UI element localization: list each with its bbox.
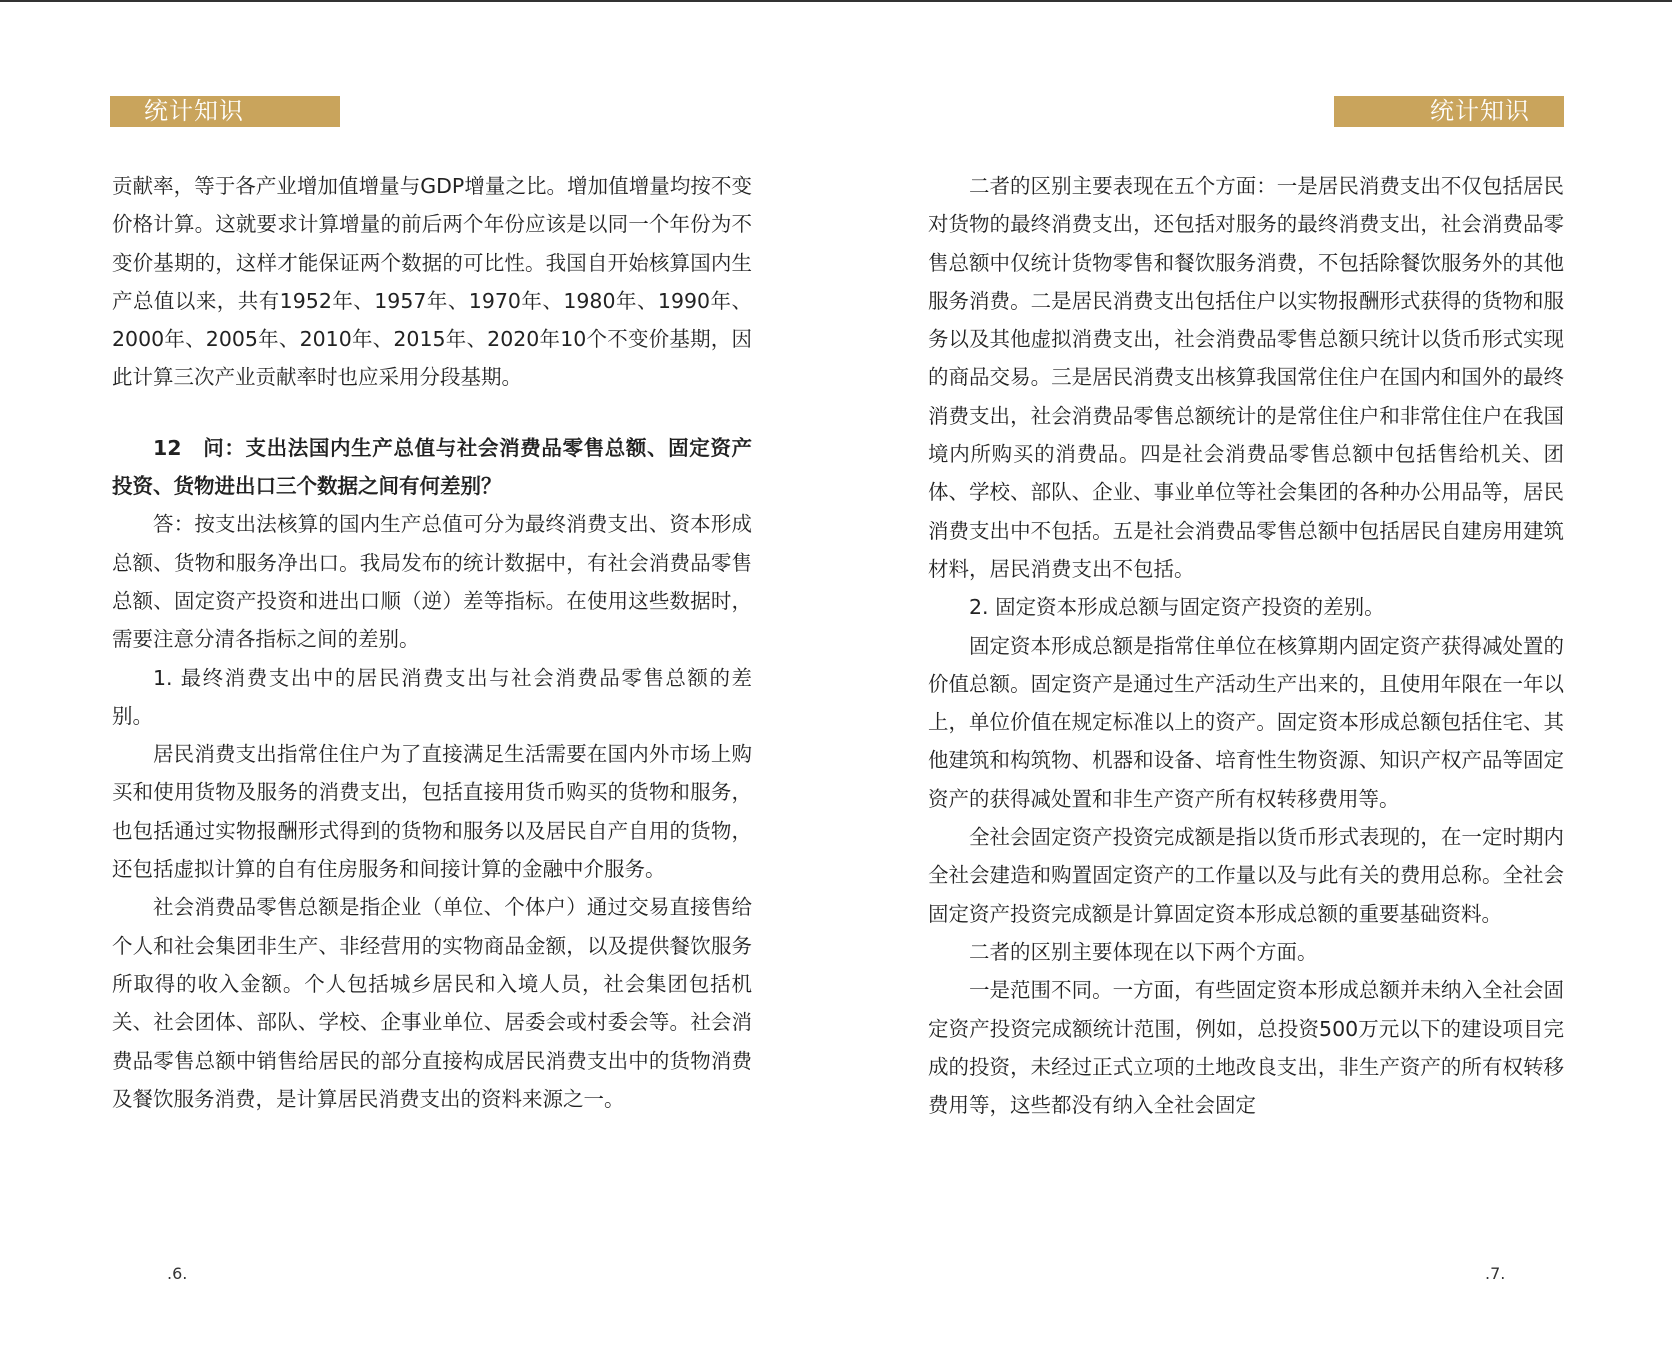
right-page-number: .7. (1485, 1264, 1506, 1283)
paragraph-fixed-capital-formation: 固定资本形成总额是指常住单位在核算期内固定资产获得减处置的价值总额。固定资产是通过生产活动生产出来的，且使用年限在一年以上，单位价值在规定标准以上的资产。固定资本形成总额包括住宅、其他建筑和构筑物、机器和设备、培育性生物资源、知识产权产品等固定资产的获得减处置和非生产资产所有权转移费用等。 (928, 633, 1564, 811)
subheading-consumption-difference: 1. 最终消费支出中的居民消费支出与社会消费品零售总额的差别。 (112, 665, 752, 728)
right-body-text (928, 167, 1564, 1124)
right-page (928, 0, 1564, 1353)
paragraph-contribution-rate: 贡献率，等于各产业增加值增量与GDP增量之比。增加值增量均按不变价格计算。这就要求计算增量的前后两个年份应该是以同一个年份为不变价基期的，这样才能保证两个数据的可比性。我国自开始核算国内生产总值以来，共有1952年、1957年、1970年、1980年、1990年、2000年、2005年、2010年、2015年、2020年10个不变价基期，因此计算三次产业贡献率时也应采用分段基期。 (112, 174, 752, 390)
paragraph-scope-difference: 一是范围不同。一方面，有些固定资本形成总额并未纳入全社会固定资产投资完成额统计范围，例如，总投资500万元以下的建设项目完成的投资，未经过正式立项的土地改良支出，非生产资产的所有权转移费用等，这些都没有纳入全社会固定 (928, 978, 1564, 1118)
paragraph-fixed-asset-investment: 全社会固定资产投资完成额是指以货币形式表现的，在一定时期内全社会建造和购置固定资产的工作量以及与此有关的费用总称。全社会固定资产投资完成额是计算固定资本形成总额的重要基础资料。 (928, 825, 1564, 926)
paragraph-two-differences: 二者的区别主要体现在以下两个方面。 (969, 939, 1318, 964)
left-page-number: .6. (167, 1264, 188, 1283)
paragraph-retail-sales: 社会消费品零售总额是指企业（单位、个体户）通过交易直接售给个人和社会集团非生产、非经营用的实物商品金额，以及提供餐饮服务所取得的收入金额。个人包括城乡居民和入境人员，社会集团包括机关、社会团体、部队、学校、企事业单位、居委会或村委会等。社会消费品零售总额中销售给居民的部分直接构成居民消费支出中的货物消费及餐饮服务消费，是计算居民消费支出的资料来源之一。 (112, 895, 752, 1111)
paragraph-household-consumption: 居民消费支出指常住住户为了直接满足生活需要在国内外市场上购买和使用货物及服务的消费支出，包括直接用货币购买的货物和服务，也包括通过实物报酬形式得到的货物和服务以及居民自产自用的货物，还包括虚拟计算的自有住房服务和间接计算的金融中介服务。 (112, 742, 752, 882)
left-header-banner: 统计知识 (110, 96, 340, 127)
right-header-banner: 统计知识 (1334, 96, 1564, 127)
paragraph-answer-intro: 答：按支出法核算的国内生产总值可分为最终消费支出、资本形成总额、货物和服务净出口。我局发布的统计数据中，有社会消费品零售总额、固定资产投资和进出口顺（逆）差等指标。在使用这些数据时，需要注意分清各指标之间的差别。 (112, 512, 752, 652)
question-12-heading: 12 问：支出法国内生产总值与社会消费品零售总额、固定资产投资、货物进出口三个数据之间有何差别？ (112, 435, 752, 499)
paragraph-five-differences: 二者的区别主要表现在五个方面：一是居民消费支出不仅包括居民对货物的最终消费支出，还包括对服务的最终消费支出，社会消费品零售总额中仅统计货物零售和餐饮服务消费，不包括除餐饮服务外的其他服务消费。二是居民消费支出包括住户以实物报酬形式获得的货物和服务以及其他虚拟消费支出，社会消费品零售总额只统计以货币形式实现的商品交易。三是居民消费支出核算我国常住住户在国内和国外的最终消费支出，社会消费品零售总额统计的是常住住户和非常住住户在我国境内所购买的消费品。四是社会消费品零售总额中包括售给机关、团体、学校、部队、企业、事业单位等社会集团的各种办公用品等，居民消费支出中不包括。五是社会消费品零售总额中包括居民自建房用建筑材料，居民消费支出不包括。 (928, 174, 1564, 581)
left-body-text (112, 167, 752, 1118)
left-page (112, 0, 752, 1353)
subheading-fixed-capital-difference: 2. 固定资本形成总额与固定资产投资的差别。 (969, 595, 1385, 620)
